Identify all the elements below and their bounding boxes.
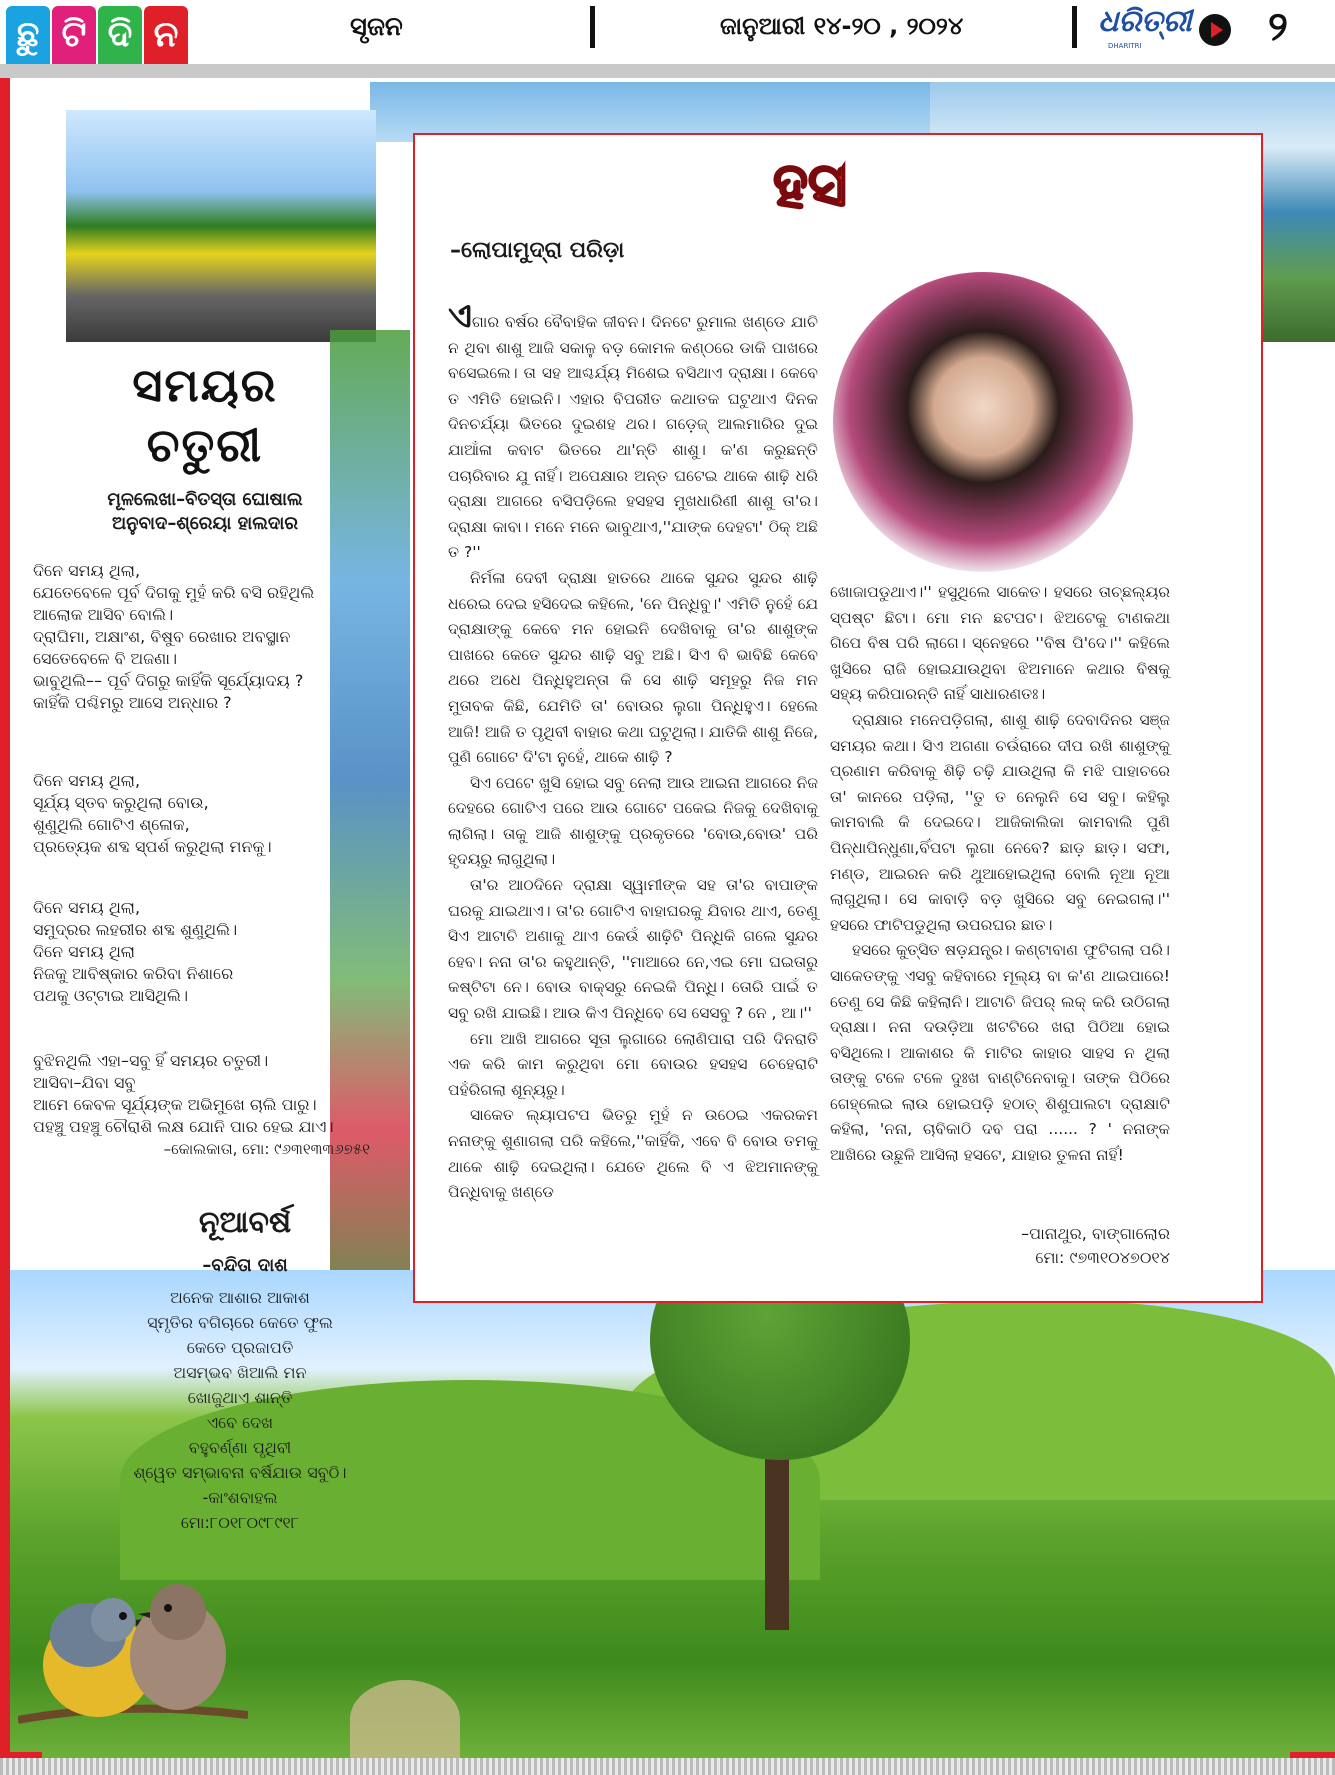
poem-signoff: –କୋଲକାତା, ମୋ: ୯୬୩୧୩୩୬୭୫୧ xyxy=(163,1140,370,1158)
story-paragraph: ନିର୍ମଳା ଦେବୀ ଦ୍ରାକ୍ଷା ହାତରେ ଥାକେ ସୁନ୍ଦର ସୁନ୍ଦର ଶାଢ଼ି ଧରେଇ ଦେଇ ହସିଦେଇ କହିଲେ, 'ନେ ପିନ୍ଧିବୁ।' ଏମିତି ନୁହେଁ ଯେ ଦ୍ରାକ୍ଷାଙ୍କୁ କେବେ ମନ ହୋଇନି ଦେଖିବାକୁ ତା'ର ଶାଶୁଙ୍କ ପାଖରେ କେତେ ସୁନ୍ଦର ଶାଢ଼ି ସବୁ ଅଛି। ସିଏ ବି ଭାବିଛି କେବେ ଥରେ ଅଧେ ପିନ୍ଧିହୁଅନ୍ତା କି ସେ ଶାଢ଼ି ସମୂହରୁ ନିଜ ମନ ମୁତାବକ କିଛି, ଯେମିତି ତା' ବୋଉର ଲୁଗା ପିନ୍ଧିହୁଏ। ହେଲେ ଆଜି! ଆଜି ତ ପୃଥିବୀ ବାହାର କଥା ଘଟୁଥିଲା। ଯାତିକି ଶାଶୁ ନିଜେ, ପୁଣି ଗୋଟେ ଦି'ଟା ନୁହେଁ, ଥାକେ ଶାଢ଼ି ? xyxy=(448,568,818,767)
brand-logo: ଧରିତ୍ରୀ xyxy=(1098,4,1192,39)
story-title: ହସ xyxy=(772,150,848,220)
header-divider xyxy=(1072,6,1077,48)
logo-letter-3: ଦି xyxy=(98,6,142,64)
logo-letter-2: ଟି xyxy=(52,6,96,64)
poem-title xyxy=(80,355,330,475)
left-accent-bar xyxy=(0,78,10,1775)
poem-author: ମୂଳଲେଖା–ବିତସ୍ତା ଘୋଷାଲ xyxy=(107,489,303,510)
poem-title-line: ସମୟର xyxy=(132,358,278,412)
story-column-1 xyxy=(448,296,818,1206)
poem-stanza: ବୁଝିନଥିଲି ଏହା–ସବୁ ହିଁ ସମୟର ଚତୁରୀ। ଆସିବା–ଯିବା ସବୁ ଆମେ କେବଳ ସୂର୍ଯ୍ୟଙ୍କ ଅଭିମୁଖେ ଚାଲି ପାରୁ। ପହଞ୍ଚୁ ପହଞ୍ଚୁ ଚୌରାଶି ଲକ୍ଷ ଯୋନି ପାର ହେଇ ଯାଏ। xyxy=(33,1051,334,1136)
poem-stanza: ଦିନେ ସମୟ ଥିଲା, ସୂର୍ଯ୍ୟ ସ୍ତବ କରୁଥିଲା ବୋଉ, ଶୁଣୁଥିଲି ଗୋଟିଏ ଶ୍ଳୋକ, ପ୍ରତ୍ୟେକ ଶବ୍ଦ ସ୍ପର୍ଶ କରୁଥିଲା ମନକୁ। xyxy=(33,771,272,856)
tree-lined-road-image xyxy=(66,110,376,342)
header-divider xyxy=(590,6,595,48)
poem2-author: –ବନ୍ଦିତା ଦାଶ xyxy=(202,1255,288,1276)
story-paragraph: ତା'ର ଆଠଦିନେ ଦ୍ରାକ୍ଷା ସ୍ୱାମୀଙ୍କ ସହ ତା'ର ବାପାଙ୍କ ଘରକୁ ଯାଇଥାଏ। ତା'ର ଗୋଟିଏ ବାହାଘରକୁ ଯିବାର ଥାଏ, ତେଣୁ ସିଏ ଆଟାଚି ଅଣାକୁ ଥାଏ କେଉଁ ଶାଢ଼ିଟି ପିନ୍ଧିକି ଗଲେ ସୁନ୍ଦର ହେବ। ନନା ତା'ର କହୁଥାନ୍ତି, ''ମାଆରେ ନେ,ଏଇ ମୋ ଘଇତାରୁ କଷ୍ଟିଟା ନେ। ବୋଉ ବାକ୍ସରୁ ନେଇକି ପିନ୍ଧି। ତୋରି ପାଇଁ ତ ସବୁ ରଖି ଯାଇଛି। ଆଉ କିଏ ପିନ୍ଧିବେ ସେ ସେସବୁ ? ନେ , ଆ।'' xyxy=(448,876,818,1023)
story-phone: ମୋ: ୯୭୩୧୦୪୭୦୧୪ xyxy=(1035,1248,1170,1267)
poem-translator: ଅନୁବାଦ–ଶ୍ରେୟା ହାଲଦାର xyxy=(111,513,299,534)
section-name: ସୃଜନ xyxy=(350,12,403,42)
story-paragraph: ସାକେତ ଲ୍ୟାପଟପ ଭିତରୁ ମୁହଁ ନ ଉଠେଇ ଏକରକମ ନନାଙ୍କୁ ଶୁଣାଗଲା ପରି କହିଲେ,''କାହିଁକି, ଏବେ ବି ବୋଉ ତମକୁ ଥାକେ ଶାଢ଼ି ଦେଇଥିଲା। ଯେତେ ଥିଲେ ବି ଏ ଝିଅମାନଙ୍କୁ ପିନ୍ଧିବାକୁ ଖଣ୍ଡେ xyxy=(448,1106,818,1202)
tree-trunk xyxy=(765,1430,789,1630)
story-paragraph: ମୋ ଆଖି ଆଗରେ ସୂତା ଲୁଗାରେ ଲୋଣିପାରା ପରି ଦିନରାତି ଏକ କରି କାମ କରୁଥିବା ମୋ ବୋଉର ହସହସ ଚେହେରାଟି ପହଁରିଗଲା ଶୂନ୍ୟରୁ। xyxy=(448,1029,818,1099)
story-place: –ପାନାଥୁର, ବାଙ୍ଗାଲୋର xyxy=(1021,1224,1170,1243)
birds-illustration xyxy=(18,1540,248,1750)
story-paragraph: ହସରେ କୁତ୍ସିତ ଷଡ଼ଯନ୍ତ୍ର। କଣ୍ଟାବାଣ ଫୁଟିଗଲା ପରି। ସାକେତଙ୍କୁ ଏସବୁ କହିବାରେ ମୂଲ୍ୟ ବା କ'ଣ ଥାଇପାରେ! ତେଣୁ ସେ କିଛି କହିଲାନି। ଆଟାଚି ଜିପର୍ ଲକ୍ କରି ଉଠିଗଲା ଦ୍ରାକ୍ଷା। ନନା ଦଉଡ଼ିଆ ଖଟଟିରେ ଖରା ପିଠିଆ ହୋଇ ବସିଥିଲେ। ଆକାଶର କି ମାଟିର କାହାର ସାହସ ନ ଥିଲା ତାଙ୍କୁ ଟଳେ ଟଳେ ଦୁଃଖ ବାଣ୍ଟିନେବାକୁ। ତାଙ୍କ ପିଠିରେ ଗେହ୍ଲେଇ ଲାଉ ହୋଇପଡ଼ି ହଠାତ୍ ଶିଶୁପାଲଟା ଦ୍ରାକ୍ଷାଟି କହିଲା, 'ନନା, ଚାବିକାଠି ଦବ ପରା ...... ? ' ନନାଙ୍କ ଆଖିରେ ଉଛୁଳି ଆସିଲା ହସଟେ, ଯାହାର ତୁଳନା ନାହିଁ! xyxy=(830,941,1170,1165)
story-signoff xyxy=(920,1222,1170,1270)
poem2-body: ଅନେକ ଆଶାର ଆକାଶ ସ୍ମୃତିର ବଗିଚାରେ କେତେ ଫୁଲ କେତେ ପ୍ରଜାପତି ଅସମ୍ଭବ ଖିଆଲି ମନ ଖୋଜୁଥାଏ ଶାନ୍ତି ଏବେ ଦେଖ ବହୁବର୍ଣ୍ଣା ପୃଥିବୀ ଶ୍ୱେତ ସମ୍ଭାବନା ବର୍ଷିଯାଉ ସବୁଠି। -କାଂଶବାହଲ ମୋ:୮୦୧୮୦୯୮୯୧୮ xyxy=(133,1288,347,1532)
story-paragraph: ଦ୍ରାକ୍ଷାର ମନେପଡ଼ିଗଲା, ଶାଶୁ ଶାଢ଼ି ଦେବାଦିନର ସଞ୍ଜ ସମୟର କଥା। ସିଏ ଅଗଣା ଚଉଁରାରେ ଦୀପ ରଖି ଶାଶୁଙ୍କୁ ପ୍ରଣାମ କରିବାକୁ ଶିଢ଼ି ଚଢ଼ି ଯାଉଥିଲା କି ମଝି ପାହାଚରେ ତା' କାନରେ ପଡ଼ିଲା, ''ତୁ ତ ନେଲୁନି ସେ ସବୁ। କହିଲୁ କାମବାଲି କି ଦେଇଦେ। ଆଜିକାଲିକା କାମବାଲି ପୁଣି ପିନ୍ଧାପିନ୍ଧୁଣା,ବିଁପଟା ଲୁଗା ନେବେ? ଛାଡ଼ ଛାଡ଼। ସଫା, ମଣ୍ଡ, ଆଇରନ କରି ଥୁଆହୋଇଥିଲା ବୋଲି ନୂଆ ନୂଆ ଲାଗୁଥିଲା। ସେ କାବାଡ଼ି ବଡ଼ ଖୁସିରେ ସବୁ ନେଇଗଲା।'' ହସରେ ଫାଟିପଡୁଥିଲା ଉପରଘର ଛାତ। xyxy=(830,710,1170,934)
poem2-title: ନୂଆବର୍ଷ xyxy=(198,1205,292,1240)
page-header xyxy=(0,0,1335,64)
poem-stanza: ଦିନେ ସମୟ ଥିଲା, ସମୁଦ୍ରର ଲହରୀର ଶବ୍ଦ ଶୁଣୁଥିଲି। ଦିନେ ସମୟ ଥିଲା ନିଜକୁ ଆବିଷ୍କାର କରିବା ନିଶାରେ ପଥକୁ ଓଟ୍ଟାଇ ଆସିଥିଲି। xyxy=(33,898,238,1005)
header-rule xyxy=(0,64,1335,78)
story-paragraph: ସିଏ ପେଟେ ଖୁସି ହୋଇ ସବୁ ନେଲା ଆଉ ଆଇନା ଆଗରେ ନିଜ ଦେହରେ ଗୋଟିଏ ପରେ ଆଉ ଗୋଟେ ପକେଇ ନିଜକୁ ଦେଖିବାକୁ ଲାଗିଲା। ତାକୁ ଆଜି ଶାଶୁଙ୍କୁ ପ୍ରକୃତରେ 'ବୋଉ,ବୋଉ' ପରି ହୃଦୟରୁ ଲାଗୁଥିଲା। xyxy=(448,773,818,869)
play-icon xyxy=(1199,14,1231,46)
poem-stanza: ଦିନେ ସମୟ ଥିଲା, ଯେତେବେଳେ ପୂର୍ବ ଦିଗକୁ ମୁହଁ କରି ବସି ରହିଥିଲି ଆଲୋକ ଆସିବ ବୋଲି। ଦ୍ରାଘିମା, ଅକ୍ଷାଂଶ, ବିଷୁବ ରେଖାର ଅବସ୍ଥାନ ସେତେବେଳେ ବି ଅଜଣା। ଭାବୁଥିଲି–– ପୂର୍ବ ଦିଗରୁ କାହିଁକି ସୂର୍ଯ୍ୟୋଦୟ ? କାହିଁକି ପଶ୍ଚିମରୁ ଆସେ ଅନ୍ଧାର ? xyxy=(33,561,315,712)
story-paragraph-text: ଗାର ବର୍ଷର ବୈବାହିକ ଜୀବନ। ଦିନଟେ ରୁମାଲ ଖଣ୍ଡେ ଯାଚି ନ ଥିବା ଶାଶୁ ଆଜି ସକାଳୁ ବଡ଼ କୋମଳ କଣ୍ଠରେ ଡାକି ପାଖରେ ବସେଇଲେ। ତା ସହ ଆଶ୍ଚର୍ଯ୍ୟ ମିଶେଇ ବସିଥାଏ ଦ୍ରାକ୍ଷା। କେବେ ତ ଏମିତି ହୋଇନି। ଏହାର ବିପରୀତ କଥାତକ ଘଟୁଥାଏ ଦିନକ ଦିନଚର୍ଯ୍ୟା ଭିତରେ ଦୁଇଶହ ଥର। ଗଡ଼େଜ୍ ଆଲମାରିର ଦୁଇ ଯାଆଁଳା କବାଟ ଭିତରେ ଥା'ନ୍ତି ଶାଶୁ। କ'ଣ କରୁଛନ୍ତି ପଚାରିବାର ଯୁ ନାହିଁ। ଅପେକ୍ଷାର ଅନ୍ତ ଘଟେଇ ଥାକେ ଶାଢ଼ି ଧରି ଦ୍ରାକ୍ଷା ଆଗରେ ବସିପଡ଼ିଲେ ହସହସ ମୁଖଧାରିଣୀ ଶାଶୁ ତା'ର। ଦ୍ରାକ୍ଷା କାବା। ମନେ ମନେ ଭାବୁଥାଏ,''ଯାଙ୍କ ଦେହଟା' ଠିକ୍ ଅଛି ତ ?'' xyxy=(448,313,818,562)
footer-rule xyxy=(0,1758,1335,1775)
poem-byline xyxy=(80,488,330,536)
story-column-2 xyxy=(830,580,1170,1169)
logo-letter-4: ନ xyxy=(144,6,188,64)
drop-cap: ଏ xyxy=(448,296,472,336)
story-paragraph: ଖୋଜାପଡୁଥାଏ।'' ହସୁଥିଲେ ସାକେତ। ହସରେ ତାଚ୍ଛଲ୍ୟର ସ୍ପଷ୍ଟ ଛିଟା। ମୋ ମନ ଛଟପଟ। ଝିଅଟେକୁ ଟାଣକଥା ଗିପେ ବିଷ ପରି ଲାଗେ। ସ୍ନେହରେ ''ବିଷ ପି'ଦେ।'' କହିଲେ ଖୁସିରେ ରାଜି ହୋଇଯାଉଥିବା ଝିଅମାନେ କଥାର ବିଷକୁ ସହ୍ୟ କରିପାରନ୍ତି ନାହିଁ ସାଧାରଣତଃ। xyxy=(830,583,1170,704)
issue-date: ଜାନୁଆରୀ ୧୪-୨୦ , ୨୦୨୪ xyxy=(720,12,964,40)
page-number: ୨ xyxy=(1268,4,1288,50)
story-author: –ଲୋପାମୁଦ୍ରା ପରିଡ଼ା xyxy=(450,238,625,263)
logo-letter-1: ଛୁ xyxy=(6,6,50,64)
author-photo xyxy=(833,272,1133,572)
poem-title-line: ଚତୁରୀ xyxy=(146,418,264,472)
brand-subtitle: DHARITRI xyxy=(1108,42,1142,50)
story-paragraph xyxy=(448,296,818,566)
meadow-path xyxy=(350,1680,460,1758)
